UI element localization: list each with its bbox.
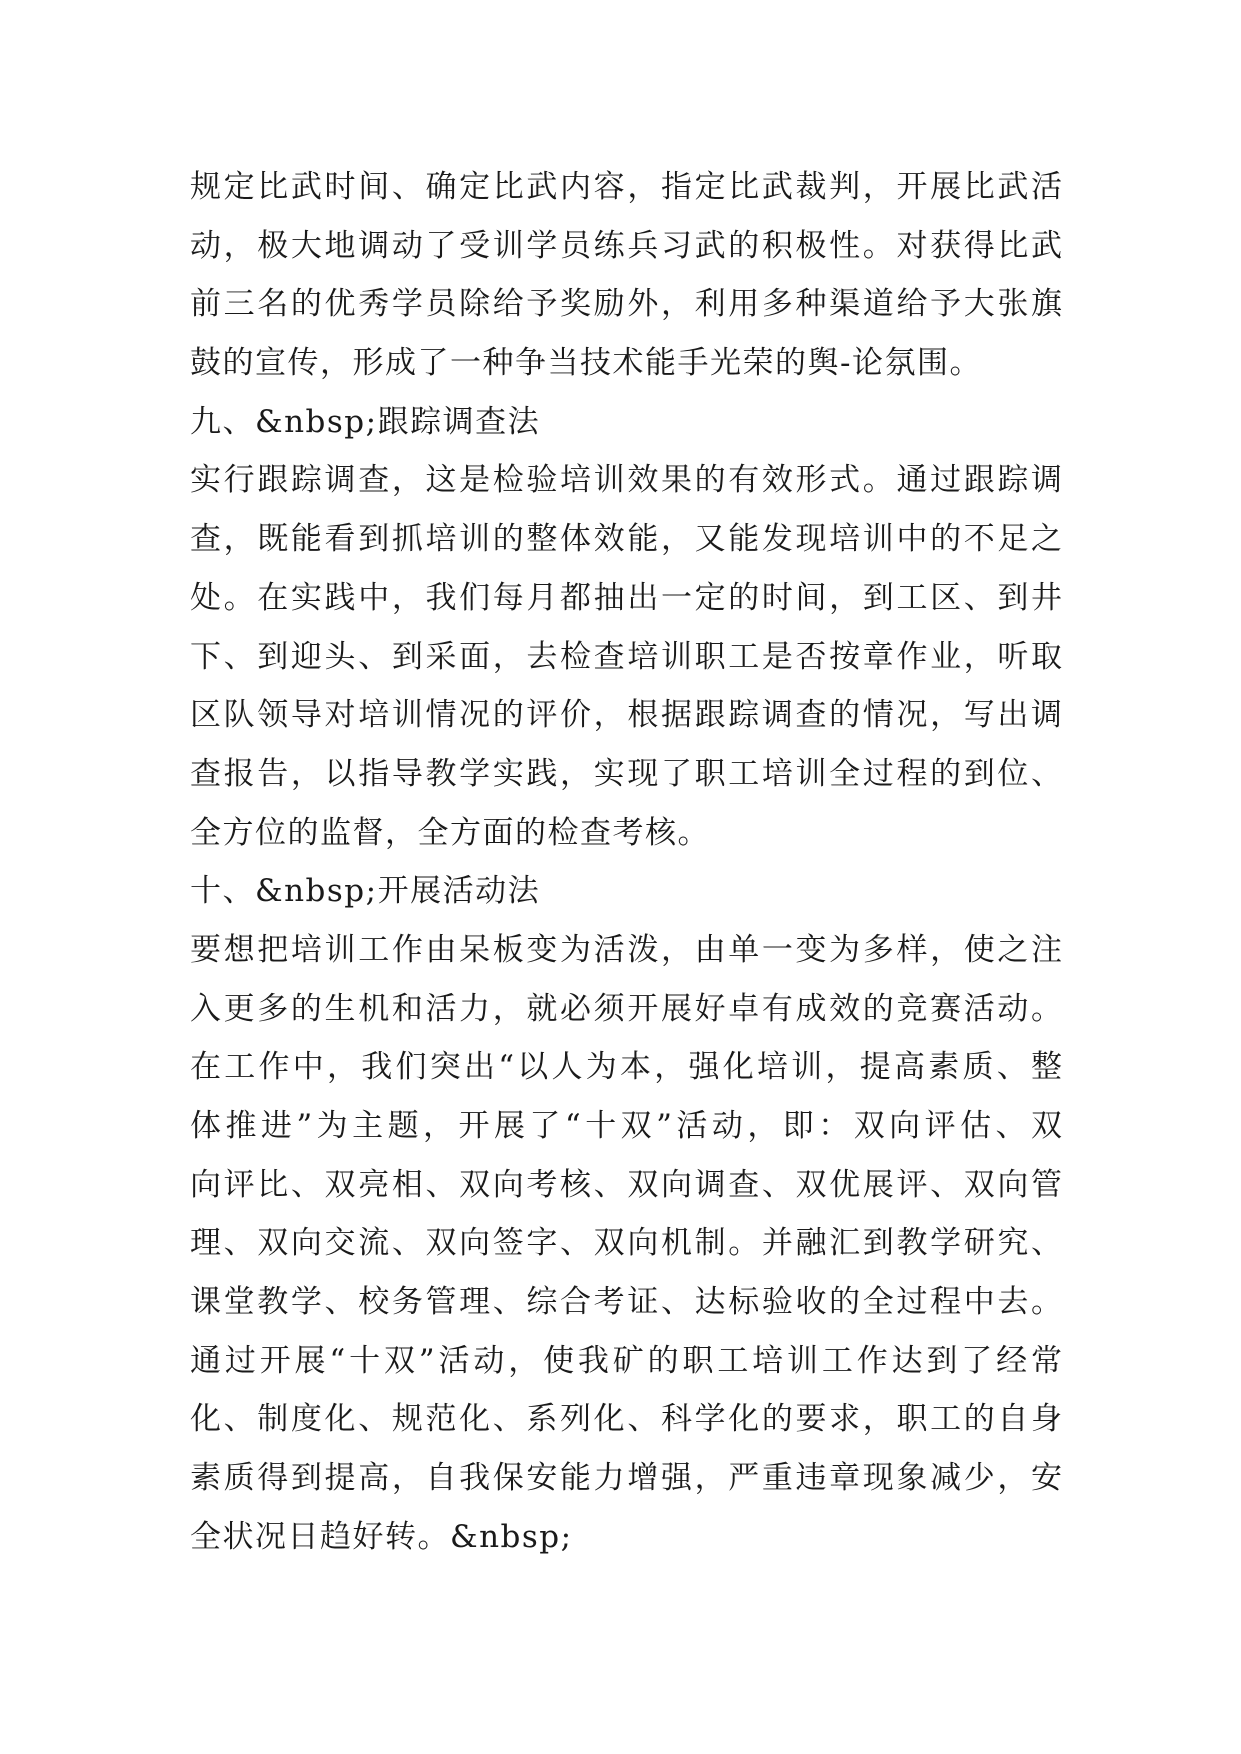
text-line: 查，既能看到抓培训的整体效能，又能发现培训中的不足之	[190, 521, 1062, 558]
text-line: 素质得到提高，自我保安能力增强，严重违章现象减少，安	[190, 1460, 1062, 1497]
text-line: 理、双向交流、双向签字、双向机制。并融汇到教学研究、	[190, 1225, 1062, 1262]
text-line: 查报告，以指导教学实践，实现了职工培训全过程的到位、	[190, 755, 1062, 792]
document-body	[190, 158, 1062, 1567]
text-line: 在工作中，我们突出“以人为本，强化培训，提高素质、整	[190, 1049, 1062, 1086]
text-line: 规定比武时间、确定比武内容，指定比武裁判，开展比武活	[190, 169, 1062, 205]
text-line: 全状况日趋好转。&nbsp;	[190, 1518, 573, 1555]
text-line: 向评比、双亮相、双向考核、双向调查、双优展评、双向管	[190, 1166, 1062, 1203]
text-line: 前三名的优秀学员除给予奖励外，利用多种渠道给予大张旗	[190, 286, 1062, 323]
text-line: 处。在实践中，我们每月都抽出一定的时间，到工区、到井	[190, 579, 1062, 616]
text-line: 区队领导对培训情况的评价，根据跟踪调查的情况，写出调	[190, 697, 1062, 734]
text-line: 入更多的生机和活力，就必须开展好卓有成效的竞赛活动。	[190, 990, 1062, 1027]
text-line: 要想把培训工作由呆板变为活泼，由单一变为多样，使之注	[190, 931, 1062, 968]
text-line: 下、到迎头、到采面，去检查培训职工是否按章作业，听取	[190, 638, 1062, 675]
text-line: 十、&nbsp;开展活动法	[190, 873, 541, 910]
text-line: 鼓的宣传，形成了一种争当技术能手光荣的舆-论氛围。	[190, 345, 982, 382]
text-line: 课堂教学、校务管理、综合考证、达标验收的全过程中去。	[190, 1284, 1062, 1321]
text-line: 通过开展“十双”活动，使我矿的职工培训工作达到了经常	[190, 1342, 1062, 1379]
text-line: 全方位的监督，全方面的检查考核。	[190, 814, 710, 851]
text-line: 体推进”为主题，开展了“十双”活动，即：双向评估、双	[190, 1108, 1062, 1144]
text-line: 动，极大地调动了受训学员练兵习武的积极性。对获得比武	[190, 227, 1062, 264]
text-line: 实行跟踪调查，这是检验培训效果的有效形式。通过跟踪调	[190, 462, 1062, 499]
text-line: 化、制度化、规范化、系列化、科学化的要求，职工的自身	[190, 1401, 1062, 1438]
text-line: 九、&nbsp;跟踪调查法	[190, 403, 541, 440]
